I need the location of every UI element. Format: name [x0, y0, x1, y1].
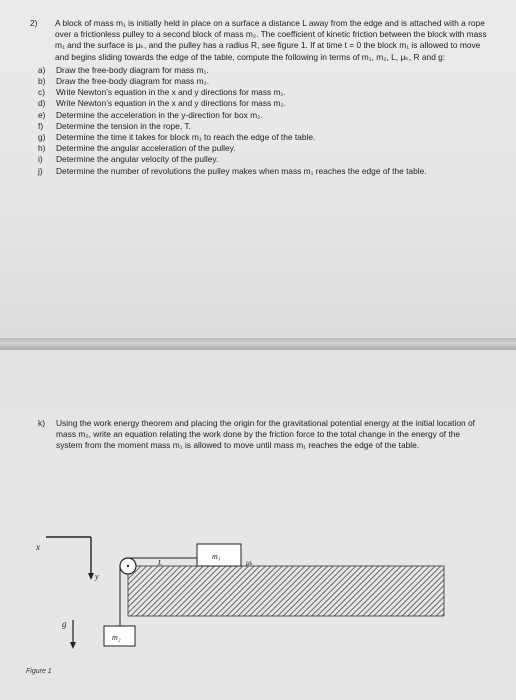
m1-label: m₁: [212, 552, 221, 561]
figure-page-photo: [0, 350, 516, 700]
problem-parts-list: [30, 65, 490, 177]
part-text: Determine the number of revolutions the pulley makes when mass m₁ reaches the edge of the table.: [56, 165, 427, 176]
problem-page-photo: [0, 0, 516, 338]
part-e: [30, 110, 490, 121]
part-text: Determine the tension in the rope, T.: [56, 120, 191, 131]
photo-divider: [0, 338, 516, 350]
part-i: [30, 154, 490, 165]
gravity-indicator: [62, 619, 76, 649]
part-text: Determine the angular acceleration of the pulley.: [56, 143, 236, 154]
part-text: Write Newton’s equation in the x and y directions for mass m₂.: [56, 98, 287, 109]
distance-L-label: L: [158, 558, 163, 567]
part-label: j): [38, 165, 43, 176]
part-f: [30, 121, 490, 132]
figure-1-diagram: [0, 350, 516, 700]
y-axis-label: y: [95, 572, 99, 581]
part-text: Determine the angular velocity of the pulley.: [56, 154, 219, 165]
part-label: k): [38, 418, 45, 428]
part-label: f): [38, 120, 44, 131]
part-label: e): [38, 109, 46, 120]
part-label: h): [38, 143, 46, 154]
part-label: c): [38, 87, 45, 98]
friction-coefficient-label: μₖ: [246, 558, 253, 567]
part-c: [30, 87, 490, 98]
problem-2: [30, 18, 490, 177]
part-text: Using the work energy theorem and placing the origin for the gravitational potential energy at the initial location of mass m₂, write an equation relating the work done by the friction force to the total change in the energy of the system from the moment mass m₁ is allowed to move until mass m₁ reaches the edge of the table.: [56, 418, 475, 451]
part-text: Determine the time it takes for block m₁ to reach the edge of the table.: [56, 132, 316, 143]
gravity-arrowhead: [70, 642, 76, 649]
x-axis-label: x: [36, 542, 40, 552]
part-h: [30, 143, 490, 154]
m2-label: m₂: [112, 633, 121, 642]
part-text: Determine the acceleration in the y-direction for box m₂.: [56, 109, 263, 120]
y-axis-arrowhead: [88, 573, 94, 580]
part-text: Draw the free-body diagram for mass m₁.: [56, 64, 209, 75]
part-j: [30, 166, 490, 177]
part-d: [30, 98, 490, 109]
part-b: [30, 76, 490, 87]
pulley-axle: [127, 565, 129, 567]
table-surface: [128, 566, 444, 616]
part-label: i): [38, 154, 43, 165]
figure-caption: Figure 1: [26, 668, 52, 675]
problem-number: 2): [30, 18, 38, 28]
gravity-label: g: [62, 619, 67, 629]
coordinate-axes: [35, 537, 99, 581]
problem-stem: A block of mass m₁ is initially held in place on a surface a distance L away from the edge and is attached with a rope over a frictionless pulley to a second block of mass m₂. The coefficient of kinetic friction between the block with mass m₁ and the surface is μₖ, and the pulley has a radius R, see figure 1. If at time t = 0 the block m₁ is allowed to move and begins sliding towards the edge of the table, compute the following in terms of m₁, m₂, L, μₖ, R and g:: [55, 18, 487, 62]
part-g: [30, 132, 490, 143]
part-label: d): [38, 98, 46, 109]
part-label: g): [38, 132, 46, 143]
part-text: Write Newton’s equation in the x and y directions for mass m₁.: [56, 87, 286, 98]
part-text: Draw the free-body diagram for mass m₂.: [56, 76, 210, 87]
part-label: a): [38, 64, 46, 75]
part-label: b): [38, 76, 46, 87]
part-a: [30, 65, 490, 76]
